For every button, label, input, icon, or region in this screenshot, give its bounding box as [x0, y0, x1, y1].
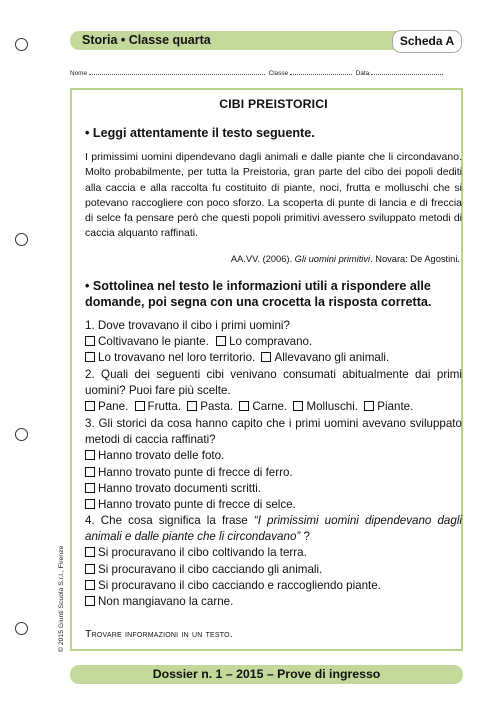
checkbox[interactable]	[85, 596, 95, 606]
classe-field[interactable]	[290, 68, 352, 75]
skill-label: Trovare informazioni in un testo.	[85, 628, 233, 640]
citation-publisher: . Novara: De Agostini.	[370, 254, 460, 264]
option-label: Hanno trovato punte di frecce di selce.	[98, 498, 296, 512]
citation-title: Gli uomini primitivi	[294, 254, 371, 264]
binder-hole	[15, 233, 28, 246]
citation	[231, 254, 460, 264]
question-number: 1.	[85, 319, 95, 332]
option-label: Si procuravano il cibo coltivando la terra.	[98, 546, 307, 560]
question-number: 3.	[85, 417, 95, 430]
instruction-underline: • Sottolinea nel testo le informazioni utili a rispondere alle domande, poi segna con una crocetta la risposta corretta.	[85, 279, 432, 309]
option-label: Non mangiavano la carne.	[98, 595, 234, 609]
question-text: Che cosa significa la frase	[100, 514, 248, 527]
question-text: Quali dei seguenti cibi venivano consumati abitualmente dai primi uomini? Puoi fare più scelte.	[85, 368, 462, 398]
option-label: Piante.	[377, 400, 414, 414]
checkbox[interactable]	[85, 401, 95, 411]
worksheet-title: CIBI PREISTORICI	[219, 97, 328, 111]
option-label: Lo trovavano nel loro territorio.	[98, 351, 256, 365]
question-4	[85, 513, 462, 610]
option-label: Lo compravano.	[229, 335, 313, 349]
checkbox[interactable]	[293, 401, 303, 411]
option-label: Frutta.	[147, 400, 182, 414]
nome-label: Nome	[70, 70, 88, 77]
checkbox[interactable]	[85, 483, 95, 493]
data-label: Data	[355, 70, 370, 77]
instruction-read: • Leggi attentamente il testo seguente.	[85, 126, 315, 140]
copyright-notice: © 2015 Giunti Scuola S.r.l., Firenze	[58, 545, 65, 652]
question-text-end: ?	[303, 530, 310, 544]
data-field[interactable]	[371, 68, 443, 75]
question-number: 2.	[85, 368, 95, 381]
header-title: Storia • Classe quarta	[82, 33, 211, 47]
option-label: Si procuravano il cibo cacciando gli animali.	[98, 562, 323, 576]
footer-bar: Dossier n. 1 – 2015 – Prove di ingresso	[70, 665, 463, 684]
question-text: Gli storici da cosa hanno capito che i primi uomini avevano sviluppato metodi di caccia raffinati?	[85, 417, 462, 447]
checkbox[interactable]	[261, 352, 271, 362]
checkbox[interactable]	[85, 352, 95, 362]
option-label: Allevavano gli animali.	[274, 351, 390, 365]
question-quote: “I primissimi uomini dipendevano dagli animali e dalle piante che li circondavano”	[85, 514, 462, 544]
checkbox[interactable]	[85, 564, 95, 574]
option-label: Hanno trovato delle foto.	[98, 449, 225, 463]
option-label: Hanno trovato documenti scritti.	[98, 481, 262, 495]
checkbox[interactable]	[85, 547, 95, 557]
checkbox[interactable]	[85, 467, 95, 477]
checkbox[interactable]	[364, 401, 374, 411]
option-label: Pane.	[98, 400, 129, 414]
binder-hole	[15, 428, 28, 441]
option-label: Carne.	[252, 400, 288, 414]
question-number: 4.	[85, 514, 95, 527]
question-text: Dove trovavano il cibo i primi uomini?	[97, 319, 290, 332]
binder-hole	[15, 622, 28, 635]
checkbox[interactable]	[135, 401, 145, 411]
option-label: Si procuravano il cibo cacciando e raccogliendo piante.	[98, 578, 381, 592]
checkbox[interactable]	[239, 401, 249, 411]
checkbox[interactable]	[187, 401, 197, 411]
question-1	[85, 318, 462, 367]
option-label: Molluschi.	[306, 400, 358, 414]
nome-field[interactable]	[89, 68, 265, 75]
checkbox[interactable]	[85, 450, 95, 460]
option-label: Hanno trovato punte di frecce di ferro.	[98, 465, 293, 479]
checkbox[interactable]	[85, 336, 95, 346]
scheda-badge: Scheda A	[392, 30, 462, 53]
name-row	[70, 68, 462, 77]
citation-authors: AA.VV. (2006).	[230, 254, 293, 264]
checkbox[interactable]	[85, 580, 95, 590]
checkbox[interactable]	[85, 499, 95, 509]
question-2	[85, 367, 462, 416]
reading-passage: I primissimi uomini dipendevano dagli animali e dalle piante che li circondavano. Molto probabilmente, per tutta la Preistoria, gran parte del cibo dei popoli dediti alla caccia e alla raccolta fu costituito di piante, noci, frutta e molluschi che si potevano raccogliere con poco sforzo. La scoperta di punte di lancia e di freccia di selce fa pensare però che questi popoli primitivi avessero sviluppato metodi di caccia alquanto raffinati.	[85, 151, 462, 240]
checkbox[interactable]	[216, 336, 226, 346]
binder-hole	[15, 38, 28, 51]
question-3	[85, 416, 462, 513]
option-label: Pasta.	[200, 400, 234, 414]
classe-label: Classe	[268, 70, 289, 77]
option-label: Coltivavano le piante.	[98, 335, 209, 349]
